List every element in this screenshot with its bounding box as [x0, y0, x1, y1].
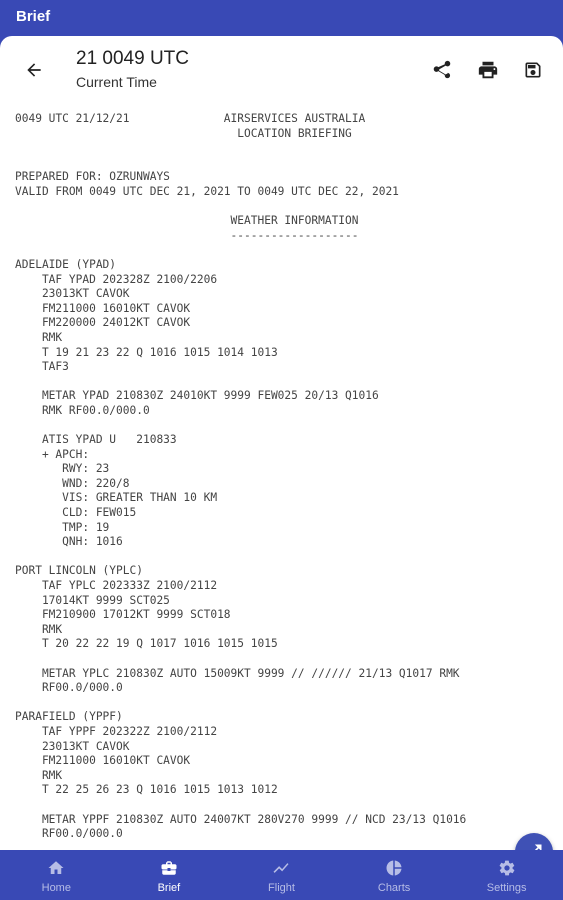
top-bar	[0, 0, 563, 36]
brief-line: 23013KT CAVOK	[15, 739, 130, 753]
brief-sheet	[0, 36, 563, 850]
brief-line: TMP: 19	[15, 520, 110, 534]
brief-line: VIS: GREATER THAN 10 KM	[15, 491, 218, 505]
back-button[interactable]	[18, 54, 50, 86]
nav-item-home[interactable]	[0, 850, 113, 900]
brief-line: RF00.0/000.0	[15, 681, 123, 695]
brief-line: TAF3	[15, 360, 69, 374]
brief-line: VALID FROM 0049 UTC DEC 21, 2021 TO 0049 UTC DEC 22, 2021	[15, 184, 399, 198]
brief-line: METAR YPLC 210830Z AUTO 15009KT 9999 // ////// 21/13 Q1017 RMK	[15, 666, 460, 680]
nav-item-brief[interactable]	[113, 850, 226, 900]
brief-line: 0049 UTC 21/12/21 AIRSERVICES AUSTRALIA	[15, 112, 366, 125]
briefcase-icon	[160, 859, 178, 877]
brief-line	[15, 798, 555, 813]
current-time-title: 21 0049 UTC	[76, 48, 190, 69]
brief-line: METAR YPAD 210830Z 24010KT 9999 FEW025 20/13 Q1016	[15, 389, 379, 403]
header-bar	[0, 36, 563, 108]
share-button[interactable]	[426, 54, 458, 86]
brief-line: + APCH:	[15, 447, 90, 461]
brief-line	[15, 200, 555, 215]
arrow-left-icon	[24, 60, 44, 80]
brief-line: PARAFIELD (YPPF)	[15, 710, 123, 724]
nav-label-home: Home	[41, 882, 71, 894]
brief-line: LOCATION BRIEFING	[15, 126, 352, 140]
brief-line: T 20 22 22 19 Q 1017 1016 1015 1015	[15, 637, 278, 651]
brief-line	[15, 141, 555, 156]
brief-line: CLD: FEW015	[15, 506, 137, 520]
trend-icon	[272, 859, 290, 877]
gear-icon	[498, 859, 516, 877]
expand-icon	[524, 842, 544, 850]
print-icon	[477, 59, 499, 81]
brief-line: FM211000 16010KT CAVOK	[15, 301, 191, 315]
brief-line: RMK	[15, 768, 63, 782]
brief-line: RMK	[15, 622, 63, 636]
brief-line: QNH: 1016	[15, 535, 123, 549]
pie-chart-icon	[385, 859, 403, 877]
brief-line: RF00.0/000.0	[15, 827, 123, 841]
print-button[interactable]	[472, 54, 504, 86]
briefing-text	[15, 112, 555, 842]
brief-line	[15, 696, 555, 711]
nav-label-flight: Flight	[268, 882, 295, 894]
brief-line: ATIS YPAD U 210833	[15, 433, 177, 447]
brief-line: TAF YPPF 202322Z 2100/2112	[15, 724, 218, 738]
brief-line: 17014KT 9999 SCT025	[15, 593, 170, 607]
nav-item-flight[interactable]	[225, 850, 338, 900]
nav-label-settings: Settings	[486, 882, 527, 894]
brief-line: 23013KT CAVOK	[15, 287, 130, 301]
brief-line: -------------------	[15, 228, 359, 242]
share-icon	[431, 59, 453, 81]
brief-line: FM220000 24012KT CAVOK	[15, 316, 191, 330]
brief-line	[15, 243, 555, 258]
brief-line: T 22 25 26 23 Q 1016 1015 1013 1012	[15, 783, 278, 797]
brief-line: TAF YPLC 202333Z 2100/2112	[15, 579, 218, 592]
brief-line	[15, 550, 555, 565]
brief-line: FM210900 17012KT 9999 SCT018	[15, 608, 231, 622]
brief-line: RWY: 23	[15, 462, 110, 476]
brief-line	[15, 156, 555, 171]
brief-line: FM211000 16010KT CAVOK	[15, 754, 191, 768]
save-button[interactable]	[517, 54, 549, 86]
current-time-subtitle: Current Time	[76, 74, 157, 90]
brief-line: RMK	[15, 330, 63, 344]
brief-line	[15, 418, 555, 433]
brief-line	[15, 375, 555, 390]
bottom-navigation	[0, 850, 563, 900]
brief-line: WEATHER INFORMATION	[15, 214, 359, 228]
nav-item-settings[interactable]	[450, 850, 563, 900]
app-title: Brief	[16, 8, 51, 25]
brief-line: T 19 21 23 22 Q 1016 1015 1014 1013	[15, 345, 278, 359]
nav-label-brief: Brief	[157, 882, 181, 894]
brief-line	[15, 652, 555, 667]
brief-line: WND: 220/8	[15, 476, 130, 490]
nav-label-charts: Charts	[377, 882, 411, 894]
brief-line: PREPARED FOR: OZRUNWAYS	[15, 170, 170, 184]
nav-item-charts[interactable]	[338, 850, 451, 900]
brief-line: RMK RF00.0/000.0	[15, 403, 150, 417]
brief-line: TAF YPAD 202328Z 2100/2206	[15, 272, 218, 286]
brief-line: ADELAIDE (YPAD)	[15, 257, 117, 271]
home-icon	[47, 859, 65, 877]
brief-line: PORT LINCOLN (YPLC)	[15, 564, 143, 578]
save-icon	[523, 60, 543, 80]
brief-line: METAR YPPF 210830Z AUTO 24007KT 280V270 9999 // NCD 23/13 Q1016	[15, 812, 467, 826]
